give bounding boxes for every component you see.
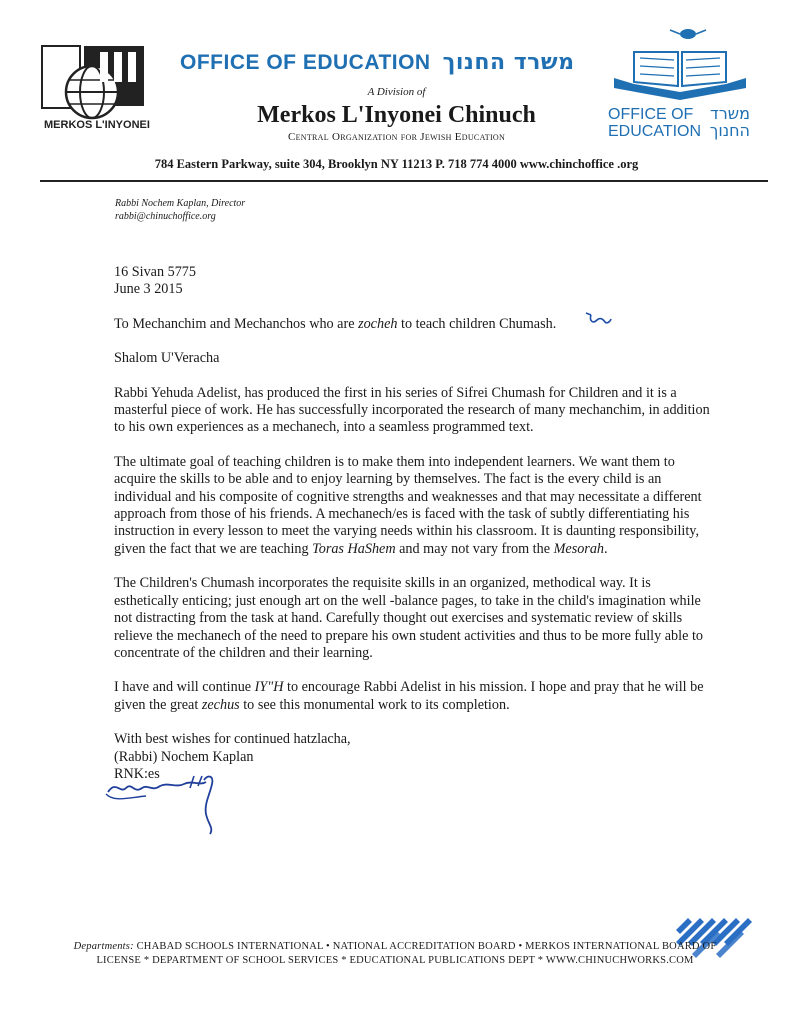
director-email: rabbi@chinuchoffice.org xyxy=(115,211,216,222)
paragraph-4-italic-1: IY"H xyxy=(254,679,284,696)
handwritten-signature xyxy=(86,770,266,840)
right-logo-line2-hebrew: החנוך xyxy=(709,121,750,140)
greeting: Shalom U'Veracha xyxy=(114,350,220,367)
division-line: A Division of xyxy=(367,86,426,98)
right-logo-line1: OFFICE OF xyxy=(608,106,694,123)
paragraph-4-post: to see this monumental work to its completion. xyxy=(239,696,510,713)
paragraph-4-italic-2: zechus xyxy=(201,696,240,713)
paragraph-4-pre: I have and will continue xyxy=(114,679,255,696)
letter-body xyxy=(114,264,714,783)
footer-departments xyxy=(40,940,750,968)
addressee-italic: zocheh xyxy=(358,315,398,332)
signer-name: (Rabbi) Nochem Kaplan xyxy=(114,748,254,765)
closing-line: With best wishes for continued hatzlacha, xyxy=(114,731,351,748)
right-logo-line2: EDUCATION xyxy=(608,123,702,140)
paragraph-2-italic-1: Toras HaShem xyxy=(312,540,396,557)
addressee-post: to teach children Chumash. xyxy=(397,315,557,332)
paragraph-2-main: The ultimate goal of teaching children is to make them into independent learners. We want them to acquire the skills to be able and to enjoy learning by themselves. The fact is the every child is an individual and his composite of cognitive strengths and weaknesses and that may necessitate a different approach from those of his friends. A mechanech/es is faced with the task of subtly differentiating his instruction in every lesson to meet the varying needs within his classroom. It is daunting responsibility, given the fact that we are teaching xyxy=(114,453,702,557)
org-subtitle: Central Organization for Jewish Education xyxy=(287,131,506,143)
right-logo-line1-hebrew: משרד xyxy=(710,104,750,123)
paragraph-1: Rabbi Yehuda Adelist, has produced the first in his series of Sifrei Chumash for Children and it is a masterful piece of work. He has successfully incorporated the research of many mechanchim, in addition to his own experiences as a mechanech, into a seamless programmed text. xyxy=(114,384,710,436)
paragraph-2-end: . xyxy=(604,540,608,557)
paragraph-3: The Children's Chumash incorporates the requisite skills in an organized, methodical way. It is esthetically enticing; just enough art on the well -balance pages, to take in the child's imagination while not distracting from the task at hand. Carefully thought out exercises and systematic review of skills relieve the mechanech of the need to prepare his own student activities and thus to be more fully able to concentrate of the children and their learning. xyxy=(114,575,703,661)
footer-line-2: LICENSE * DEPARTMENT OF SCHOOL SERVICES * EDUCATIONAL PUBLICATIONS DEPT * WWW.CHINUCHWORKS.COM xyxy=(96,955,694,966)
director-block xyxy=(115,197,245,223)
org-name: Merkos L'Inyonei Chinuch xyxy=(257,102,536,128)
office-title-english: OFFICE OF EDUCATION xyxy=(180,51,431,74)
date-english: June 3 2015 xyxy=(114,281,183,298)
footer-departments-label: Departments: xyxy=(73,941,134,952)
addressee-pre: To Mechanchim and Mechanchos who are xyxy=(114,315,359,332)
date-block xyxy=(114,264,714,299)
paragraph-2 xyxy=(114,454,714,558)
paragraph-2-italic-2: Mesorah xyxy=(553,540,605,557)
office-of-education-book-logo xyxy=(604,22,754,140)
date-hebrew: 16 Sivan 5775 xyxy=(114,264,196,280)
paragraph-2-mid: and may not vary from the xyxy=(395,540,554,557)
office-title xyxy=(180,50,575,75)
header-divider xyxy=(40,180,768,182)
typist-initials: RNK:es xyxy=(114,765,160,782)
director-name: Rabbi Nochem Kaplan, Director xyxy=(115,198,246,209)
footer-line-1 xyxy=(40,940,750,954)
office-title-hebrew: משרד החנוך xyxy=(442,50,575,75)
left-logo-text: MERKOS L'INYONEI xyxy=(44,119,150,131)
paragraph-4 xyxy=(114,679,714,714)
handwritten-initial-mark xyxy=(583,309,613,329)
footer-line-1-text: CHABAD SCHOOLS INTERNATIONAL • NATIONAL ACCREDITATION BOARD • MERKOS INTERNATIONAL BOARD OF xyxy=(133,941,717,952)
address-line: 784 Eastern Parkway, suite 304, Brooklyn NY 11213 P. 718 774 4000 www.chinchoffice .org xyxy=(154,157,639,171)
addressee-line xyxy=(114,316,714,333)
paragraph-4-mid: to encourage Rabbi Adelist in his mission. I hope and pray that he will be given the great xyxy=(114,679,704,713)
